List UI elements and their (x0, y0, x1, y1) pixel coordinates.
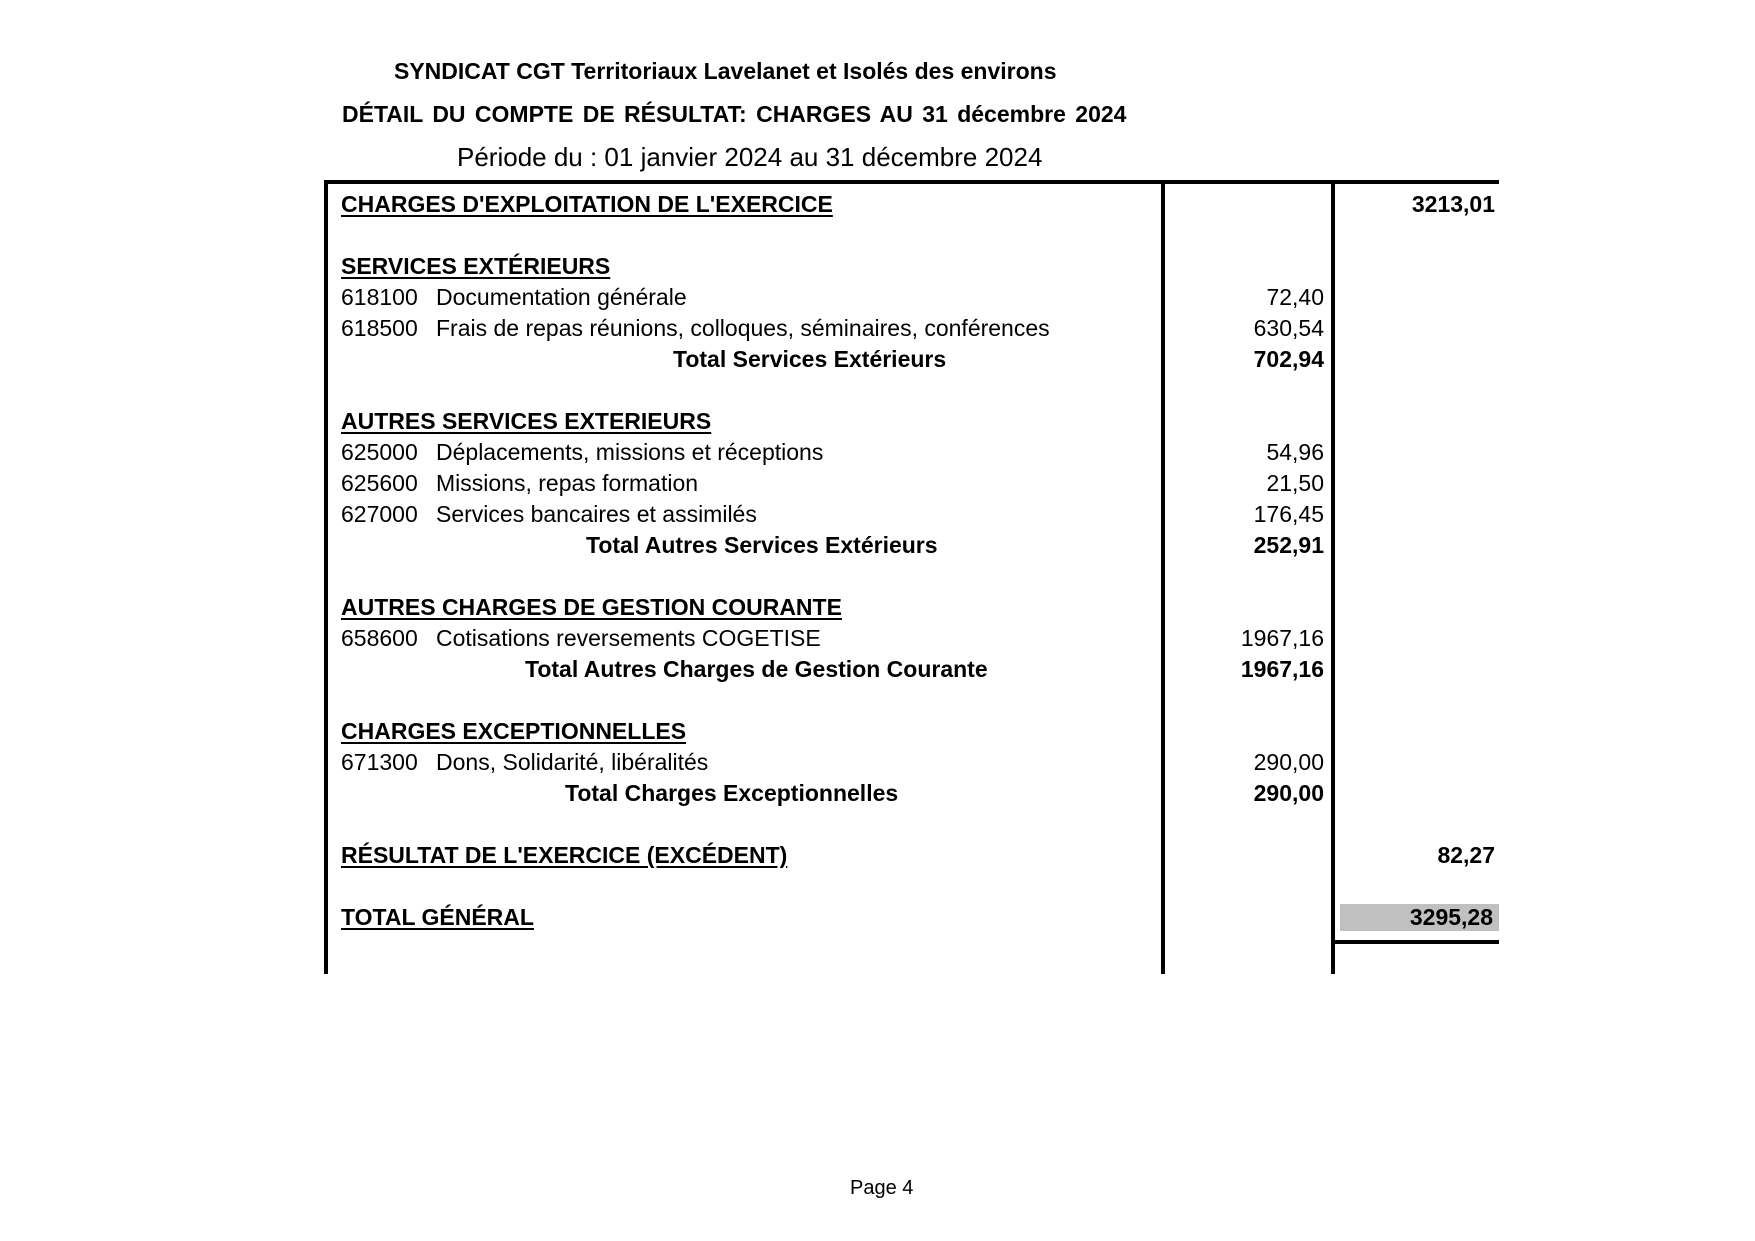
subtotal-label: Total Autres Charges de Gestion Courante (525, 656, 988, 682)
charges-table (324, 180, 1499, 974)
account-amount: 1967,16 (1240, 625, 1324, 651)
table-row (324, 284, 1499, 315)
account-label: Documentation générale (436, 284, 687, 310)
section-heading: AUTRES CHARGES DE GESTION COURANTE (341, 594, 842, 620)
table-row-charges-exploitation (324, 191, 1499, 222)
table-row-section-heading (324, 594, 1499, 625)
table-row-subtotal (324, 656, 1499, 687)
table-row (324, 315, 1499, 346)
grand-value: 3213,01 (1411, 191, 1495, 217)
table-row-section-heading (324, 408, 1499, 439)
report-title: DÉTAIL DU COMPTE DE RÉSULTAT: CHARGES AU 31 décembre 2024 (342, 101, 1127, 127)
section-heading: RÉSULTAT DE L'EXERCICE (EXCÉDENT) (341, 842, 788, 868)
subtotal-label: Total Services Extérieurs (673, 346, 947, 372)
account-amount: 290,00 (1253, 749, 1324, 775)
section-heading: AUTRES SERVICES EXTERIEURS (341, 408, 712, 434)
table-row-subtotal (324, 532, 1499, 563)
page-number: Page 4 (850, 1177, 914, 1199)
organization-title: SYNDICAT CGT Territoriaux Lavelanet et Isolés des environs (394, 58, 1057, 84)
section-heading: SERVICES EXTÉRIEURS (341, 253, 611, 279)
table-row-section-heading (324, 718, 1499, 749)
subtotal-amount: 252,91 (1253, 532, 1324, 558)
total-underline (1331, 940, 1499, 944)
table-row-section-heading (324, 253, 1499, 284)
account-amount: 630,54 (1253, 315, 1324, 341)
account-label: Cotisations reversements COGETISE (436, 625, 821, 651)
subtotal-amount: 702,94 (1253, 346, 1324, 372)
account-code: 625600 (341, 470, 418, 496)
table-row-subtotal (324, 780, 1499, 811)
subtotal-label: Total Charges Exceptionnelles (565, 780, 899, 806)
account-label: Frais de repas réunions, colloques, séminaires, conférences (436, 315, 1050, 341)
account-amount: 176,45 (1253, 501, 1324, 527)
table-row (324, 501, 1499, 532)
account-code: 658600 (341, 625, 418, 651)
account-code: 625000 (341, 439, 418, 465)
subtotal-amount: 290,00 (1253, 780, 1324, 806)
section-heading: CHARGES EXCEPTIONNELLES (341, 718, 687, 744)
table-row (324, 625, 1499, 656)
account-label: Services bancaires et assimilés (436, 501, 757, 527)
resultat-value: 82,27 (1437, 842, 1495, 868)
subtotal-label: Total Autres Services Extérieurs (586, 532, 938, 558)
section-heading: TOTAL GÉNÉRAL (341, 904, 534, 930)
account-label: Déplacements, missions et réceptions (436, 439, 824, 465)
account-code: 671300 (341, 749, 418, 775)
table-row (324, 439, 1499, 470)
subtotal-amount: 1967,16 (1240, 656, 1324, 682)
account-label: Missions, repas formation (436, 470, 699, 496)
account-amount: 21,50 (1266, 470, 1324, 496)
account-label: Dons, Solidarité, libéralités (436, 749, 709, 775)
account-amount: 54,96 (1266, 439, 1324, 465)
account-amount: 72,40 (1266, 284, 1324, 310)
account-code: 618500 (341, 315, 418, 341)
table-row-total-general (324, 904, 1499, 935)
table-top-border (324, 180, 1499, 184)
table-row-subtotal (324, 346, 1499, 377)
table-row (324, 749, 1499, 780)
table-row (324, 470, 1499, 501)
report-period: Période du : 01 janvier 2024 au 31 décembre 2024 (457, 142, 1043, 172)
section-heading: CHARGES D'EXPLOITATION DE L'EXERCICE (341, 191, 833, 217)
account-code: 627000 (341, 501, 418, 527)
total-general-value: 3295,28 (1340, 904, 1499, 931)
account-code: 618100 (341, 284, 418, 310)
table-row-resultat (324, 842, 1499, 873)
